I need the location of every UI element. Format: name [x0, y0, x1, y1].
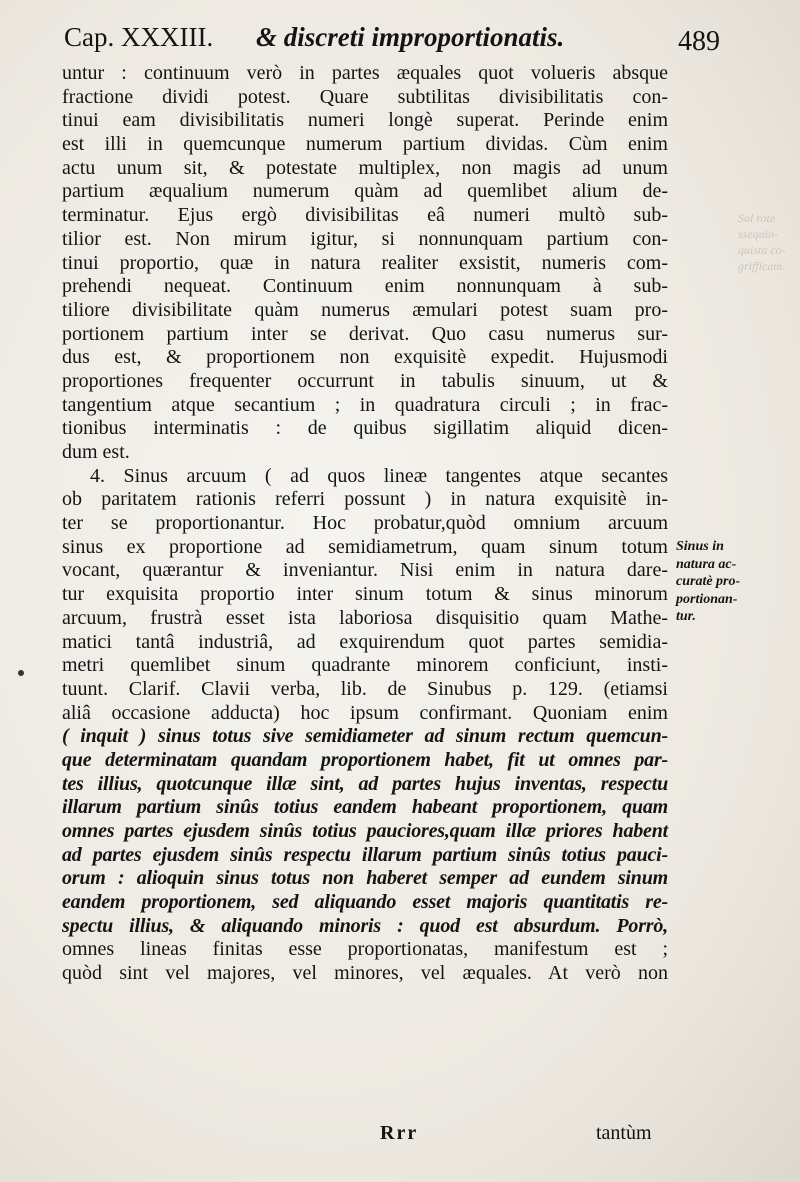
quoted-line: ad partes ejusdem sinûs respectu illarum partium sinûs totius pauci-: [62, 843, 668, 866]
text-line: dus est, & proportionem non exquisitè expedit. Hujusmodi: [62, 346, 668, 369]
quoted-line: omnes partes ejusdem sinûs totius pauciores,quam illæ priores habent: [62, 820, 668, 842]
page-footer: [380, 1118, 680, 1148]
bleed-through-line: Sol rote: [738, 211, 776, 225]
catchword: tantùm: [596, 1122, 652, 1144]
text-line: tinui eam divisibilitatis numeri longè superat. Perinde enim: [62, 109, 668, 132]
quoted-line: ( inquit ) sinus totus sive semidiameter ad sinum rectum quemcun-: [62, 725, 668, 748]
quoted-line: eandem proportionem, sed aliquando esset majoris quantitatis re-: [62, 891, 668, 914]
text-line: prehendi nequeat. Continuum enim nonnunquam à sub-: [62, 275, 668, 298]
text-line: vocant, quærantur & inveniantur. Nisi enim in natura dare-: [62, 559, 668, 582]
quoted-line: orum : alioquin sinus totus non haberet semper ad eundem sinum: [62, 867, 668, 890]
marginal-note-line: curatè pro-: [676, 574, 741, 589]
text-line: matici tantâ industriâ, ad exquirendum quot partes semidia-: [62, 630, 668, 653]
running-header: [64, 20, 720, 60]
text-line: tinui proportio, quæ in natura realiter exsistit, numeris com-: [62, 251, 668, 274]
quoted-line: tes illius, quotcunque illæ sint, ad partes hujus inventas, respectu: [62, 772, 668, 795]
main-text: [62, 62, 668, 986]
text-line: aliâ occasione adducta) hoc ipsum confirmant. Quoniam enim: [62, 701, 668, 724]
marginal-note-line: portionan-: [676, 591, 738, 607]
bleed-through-line: grifficam.: [738, 259, 785, 273]
text-line: terminatur. Ejus ergò divisibilitas eâ numeri multò sub-: [62, 204, 668, 227]
text-line: metri quemlibet sinum quadrante minorem conficiunt, insti-: [62, 654, 668, 677]
text-line: untur : continuum verò in partes æquales quot volueris absque: [62, 62, 668, 84]
marginal-note-line: natura ac-: [676, 556, 737, 572]
bleed-through-line: ssequin-: [738, 227, 778, 241]
bleed-through-line: quista co-: [738, 243, 786, 257]
quoted-line: que determinatam quandam proportionem habet, fit ut omnes par-: [62, 748, 668, 771]
text-line: proportiones frequenter occurrunt in tabulis sinuum, ut &: [62, 369, 668, 392]
running-title: & discreti improportionatis.: [256, 22, 565, 52]
chapter-label: Cap. XXXIII.: [64, 22, 214, 52]
text-line: tiliore divisibilitate quàm numerus æmulari potest suam pro-: [62, 298, 668, 321]
bleed-through-note: [738, 210, 798, 274]
text-line: tuunt. Clarif. Clavii verba, lib. de Sinubus p. 129. (etiamsi: [62, 677, 668, 700]
text-line: quòd sint vel majores, vel minores, vel æquales. At verò non: [62, 962, 668, 985]
text-line: ob paritatem rationis referri possunt ) in natura exquisitè in-: [62, 488, 668, 511]
text-line: sinus ex proportione ad semidiametrum, quam sinum totum: [62, 535, 668, 558]
ink-speck: [18, 670, 24, 676]
text-line: arcuum, frustrà esset ista laboriosa disquisitio quam Mathe-: [62, 606, 668, 629]
quoted-line: illarum partium sinûs totius eandem habeant proportionem, quam: [62, 796, 668, 819]
text-line: partium æqualium numerum quàm ad quemlibet alium de-: [62, 180, 668, 203]
text-line: tionibus interminatis : de quibus sigillatim aliquid dicen-: [62, 417, 668, 440]
text-line: tilior est. Non mirum igitur, si nonnunquam partium con-: [62, 227, 668, 250]
text-line: 4. Sinus arcuum ( ad quos lineæ tangentes atque secantes: [90, 464, 668, 487]
text-line: ter se proportionantur. Hoc probatur,quòd omnium arcuum: [62, 512, 668, 535]
text-line: fractione dividi potest. Quare subtilitas divisibilitatis con-: [62, 85, 668, 108]
marginal-note-line: Sinus in: [676, 539, 724, 554]
quoted-line: spectu illius, & aliquando minoris : quod est absurdum. Porrò,: [62, 914, 668, 937]
signature-mark: Rrr: [380, 1122, 419, 1144]
marginal-note: [676, 538, 776, 626]
text-line: actu unum sit, & potestate multiplex, non magis ad unum: [62, 156, 668, 179]
page-number: 489: [678, 26, 720, 57]
marginal-note-line: tur.: [676, 609, 696, 624]
text-line: tangentium atque secantium ; in quadratura circuli ; in frac-: [62, 393, 668, 416]
text-line: dum est.: [62, 441, 130, 463]
text-line: portionem partium inter se derivat. Quo casu numerus sur-: [62, 322, 668, 345]
text-line: tur exquisita proportio inter sinum totum & sinus minorum: [62, 583, 668, 606]
text-line: omnes lineas finitas esse proportionatas, manifestum est ;: [62, 938, 668, 961]
text-line: est illi in quemcunque numerum partium dividas. Cùm enim: [62, 133, 668, 156]
